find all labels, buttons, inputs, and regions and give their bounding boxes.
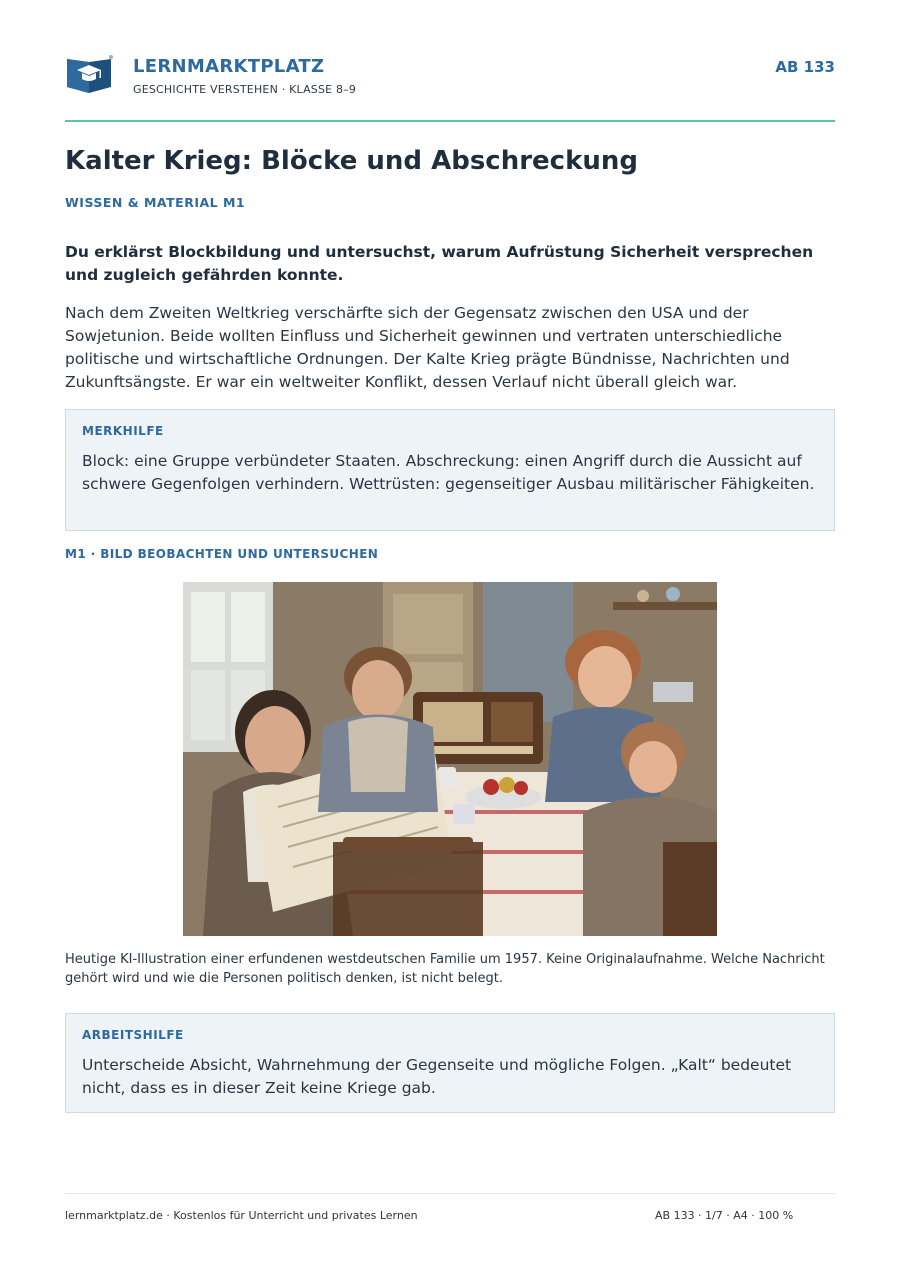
intro-paragraph: Nach dem Zweiten Weltkrieg verschärfte sich der Gegensatz zwischen den USA und der Sowjetunion. Beide wollten Einfluss und Sicherheit gewinnen und vertraten unterschiedliche politische und wirtschaftliche Ordnungen. Der Kalte Krieg prägte Bündnisse, Nachrichten und Zukunftsängste. Er war ein weltweiter Konflikt, dessen Verlauf nicht überall gleich war. [65, 304, 790, 391]
section-kicker: WISSEN & MATERIAL M1 [65, 195, 246, 210]
header-divider [65, 120, 835, 122]
brand-name: LERNMARKTPLATZ [133, 56, 325, 77]
arbeitshilfe-box [65, 1013, 835, 1113]
graduation-cap-book-icon [65, 53, 113, 95]
merkhilfe-box [65, 409, 835, 531]
m1-caption: Heutige KI-Illustration einer erfundenen westdeutschen Familie um 1957. Keine Originalaufnahme. Welche Nachricht gehört wird und wie die Personen politisch denken, ist nicht belegt. [65, 952, 825, 986]
lead-paragraph: Du erklärst Blockbildung und untersuchst, warum Aufrüstung Sicherheit versprechen und zugleich gefährden konnte. [65, 243, 814, 284]
arbeitshilfe-text: Unterscheide Absicht, Wahrnehmung der Gegenseite und mögliche Folgen. „Kalt“ bedeutet nicht, dass es in dieser Zeit keine Kriege gab. [82, 1056, 792, 1097]
family-kitchen-illustration [183, 582, 717, 936]
footer-page-info: AB 133 · 1/7 · A4 · 100 % [655, 1209, 794, 1222]
m1-label: M1 · BILD BEOBACHTEN UND UNTERSUCHEN [65, 547, 379, 561]
m1-illustration [183, 582, 717, 936]
footer-divider [65, 1193, 835, 1194]
page-header [65, 50, 835, 100]
sheet-number: AB 133 [775, 58, 835, 76]
page-title: Kalter Krieg: Blöcke und Abschreckung [65, 146, 639, 176]
footer-site: lernmarktplatz.de · Kostenlos für Unterricht und privates Lernen [65, 1209, 418, 1222]
merkhilfe-text: Block: eine Gruppe verbündeter Staaten. Abschreckung: einen Angriff durch die Aussicht auf schwere Gegenfolgen verhindern. Wettrüsten: gegenseitiger Ausbau militärischer Fähigkeiten. [82, 452, 815, 493]
brand-subtitle: GESCHICHTE VERSTEHEN · KLASSE 8–9 [133, 83, 357, 96]
merkhilfe-title: MERKHILFE [82, 424, 164, 438]
arbeitshilfe-title: ARBEITSHILFE [82, 1028, 184, 1042]
